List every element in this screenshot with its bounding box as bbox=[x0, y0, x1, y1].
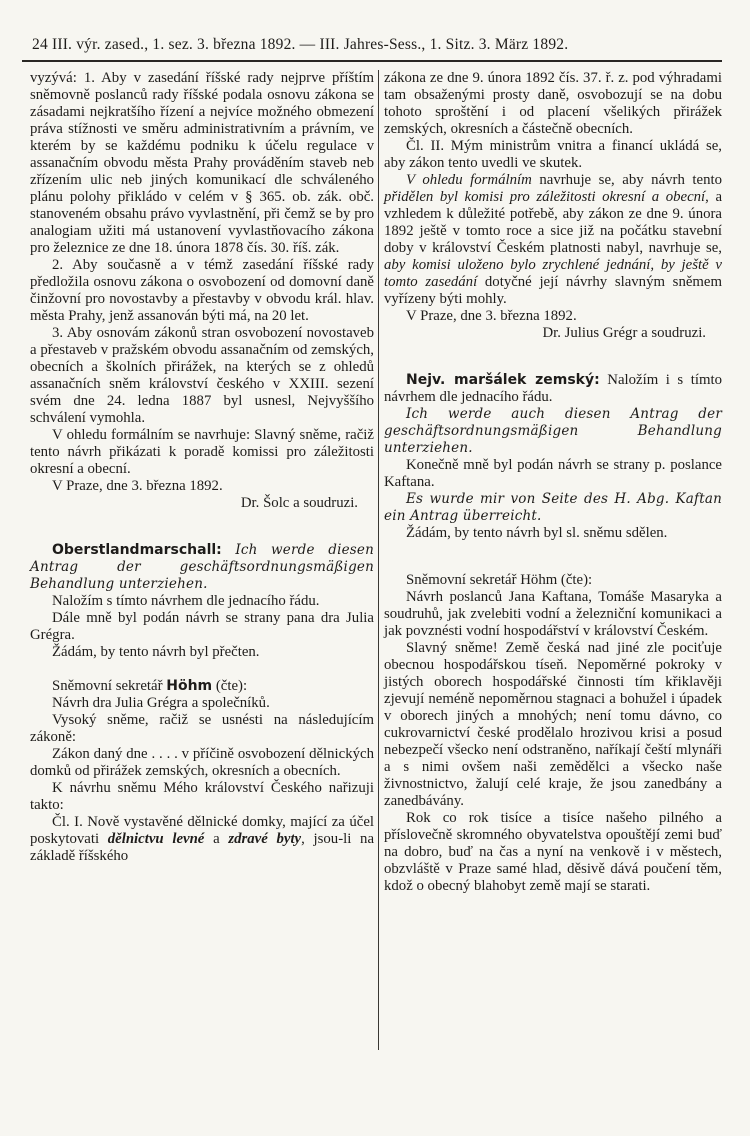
emphasis: V ohledu formálním bbox=[406, 172, 532, 188]
paragraph: Es wurde mir von Seite des H. Abg. Kaftan ein Antrag überreicht. bbox=[384, 491, 722, 524]
signature-line: Dr. Šolc a soudruzi. bbox=[240, 495, 358, 511]
paragraph: Ich werde auch diesen Antrag der geschäftsordnungsmäßigen Behandlung unterziehen. bbox=[384, 406, 722, 456]
text-run: , jsou-li na základě říšského bbox=[30, 831, 375, 864]
paragraph: Konečně mně byl podán návrh se strany p. poslance Kaftana. bbox=[384, 457, 722, 490]
paragraph: zákona ze dne 9. února 1892 čís. 37. ř. z. pod výhradami tam obsaženými prosty daně, osvobozují se na dobu tohoto sproštění i od placení všelikých přirážek zemských, okresních a částečně obecních. bbox=[384, 70, 722, 137]
paragraph bbox=[384, 172, 722, 308]
paragraph: vyzývá: 1. Aby v zasedání říšské rady nejprve příštím sněmovně poslanců rady říšské podala osnovu zákona se zásadami nejkratšího řízení a nejvíce možného obmezení práva stížnosti ve směru administrativním a právním, ve kterém by se každému podniku k účelu regulace v assanačním obvodu města Prahy prováděním staveb neb zřízením ulic neb jiných komunikací dle schváleného plánu polohy přikládo v celém v § 365. ob. zák. obč. stanoveném obsahu právo vyvlastnění, při čemž se by pro analogiam užiti má ustanovení vyvlastňovacího zákona pro železnice ze dne 18. února 1878 čís. 30. říš. zák. bbox=[30, 70, 374, 256]
paragraph: Čl. II. Mým ministrům vnitra a financí ukládá se, aby zákon tento uvedli ve skutek. bbox=[384, 138, 722, 171]
text-run: Čl. I. Nově vystavěné dělnické domky, mající za účel poskytovati bbox=[30, 814, 374, 847]
paragraph: Návrh poslanců Jana Kaftana, Tomáše Masaryka a soudruhů, jak zvelebiti vodní a železniční komunikaci a jak povznésti vodní hospodářství v království Českém. bbox=[384, 589, 722, 639]
date-line: V Praze, dne 3. března 1892. bbox=[52, 478, 223, 494]
speaker-name: Nejv. maršálek zemský: bbox=[406, 372, 600, 388]
emphasis: přidělen byl komisi pro záležitosti okresní a obecní bbox=[384, 189, 706, 205]
speech-text: Naložím i s tímto návrhem dle jednacího řádu. bbox=[384, 372, 722, 405]
paragraph: V ohledu formálním se navrhuje: Slavný sněme, račiž tento návrh přikázati k poradě komissi pro záležitosti okresní a obecní. bbox=[30, 427, 374, 477]
paragraph: K návrhu sněmu Mého království Českého nařizuji takto: bbox=[30, 780, 374, 813]
emphasis: aby komisi uloženo bylo zrychlené jednání, by ještě v tomto zasedání bbox=[384, 257, 722, 290]
speaker-paragraph: Sněmovní sekretář Höhm (čte): bbox=[406, 572, 593, 588]
paragraph: 3. Aby osnovám zákonů stran osvobození novostaveb a přestaveb v pražském obvodu assanačním od zemských, obecních a školních přirážek, na kterých se z ohledů assanačních sněm království českého v XXIII. sezení svém dne 24. ledna 1887 byl usnesl, Nejvyššího schválení vymohla. bbox=[30, 325, 374, 426]
header-rule bbox=[22, 60, 722, 62]
paragraph bbox=[30, 814, 374, 865]
speaker-name: Oberstlandmarschall: bbox=[52, 542, 222, 558]
signature-line: Dr. Julius Grégr a soudruzi. bbox=[542, 325, 706, 341]
emphasis: zdravé byty bbox=[228, 831, 302, 847]
speaker-paragraph bbox=[30, 678, 374, 695]
paragraph: Rok co rok tisíce a tisíce našeho pilného a příslovečně skromného obyvatelstva opouštějí zemi buď na dobro, buď na čas a nyní na venkově i v městech, obzvláště v Praze samé hlad, děsivě dává poučení těm, kdož o obecný blahobyt země mají se starati. bbox=[384, 810, 722, 894]
emphasis: dělnictvu levné bbox=[107, 831, 205, 847]
text-run: navrhuje se, aby návrh tento bbox=[531, 172, 722, 188]
paragraph: Žádám, by tento návrh byl přečten. bbox=[52, 644, 260, 660]
text-run: , a vzhledem k důležité potřebě, aby zákon ze dne 9. února 1892 ještě v tomto roce a sice již na počátku stavební doby v království Českém platnosti nabyl, navrhuje se, bbox=[384, 189, 723, 256]
paragraph: Žádám, by tento návrh byl sl. sněmu sdělen. bbox=[406, 525, 668, 541]
text-run: a bbox=[204, 831, 229, 847]
speaker-name: Höhm bbox=[166, 678, 213, 694]
speaker-title: Sněmovní sekretář bbox=[52, 678, 167, 694]
paragraph: 2. Aby současně a v témž zasedání říšské rady předložila osnovu zákona o osvobození od domovní daně činžovní pro novostavby a přestavby v obvodu král. hlav. města Prahy, jenž assanován býti má, na 20 let. bbox=[30, 257, 374, 324]
speech-text: Ich werde diesen Antrag der geschäftsordnungsmäßigen Behandlung unterziehen. bbox=[30, 542, 374, 592]
paragraph: Slavný sněme! Země česká nad jiné zle pociťuje obecnou hospodářskou tíseň. Nepoměrné pokroky v jistých oborech hospodářské činnosti tím křiklavěji zjevují neméně nepoměrnou stagnaci a bohužel i úpadek v oborech jiných a mnohých; není tomu dávno, co cukrovarnictví české prodělalo hrozivou krisi a posud nebezpečí všecko není odstraněno, naříkají čeští mlynáři a s nimi ovšem naši zemědělci a všecko naše živnostnictvo, žalují celé kraje, že jsou zanedbány a zanedbávány. bbox=[384, 640, 722, 809]
speaker-paragraph bbox=[30, 542, 374, 593]
paragraph: Vysoký sněme, račiž se usnésti na následujícím zákoně: bbox=[30, 712, 374, 745]
paragraph: Návrh dra Julia Grégra a společníků. bbox=[52, 695, 270, 711]
speaker-action: (čte): bbox=[212, 678, 248, 694]
date-line: V Praze, dne 3. března 1892. bbox=[406, 308, 577, 324]
right-column bbox=[384, 70, 722, 895]
speaker-paragraph bbox=[384, 372, 722, 406]
column-divider bbox=[378, 70, 379, 1050]
paragraph: Zákon daný dne . . . . v příčině osvobození dělnických domků od přirážek zemských, okresních a obecních. bbox=[30, 746, 374, 779]
paragraph: Dále mně byl podán návrh se strany pana dra Julia Grégra. bbox=[30, 610, 374, 643]
page-header: 24 III. výr. zased., 1. sez. 3. března 1892. — III. Jahres-Sess., 1. Sitz. 3. März 1892. bbox=[32, 36, 569, 53]
text-run: dotyčné její návrhy slavným sněmem vyřízeny býti mohly. bbox=[384, 274, 722, 307]
paragraph: Naložím s tímto návrhem dle jednacího řádu. bbox=[52, 593, 320, 609]
left-column bbox=[30, 70, 374, 865]
